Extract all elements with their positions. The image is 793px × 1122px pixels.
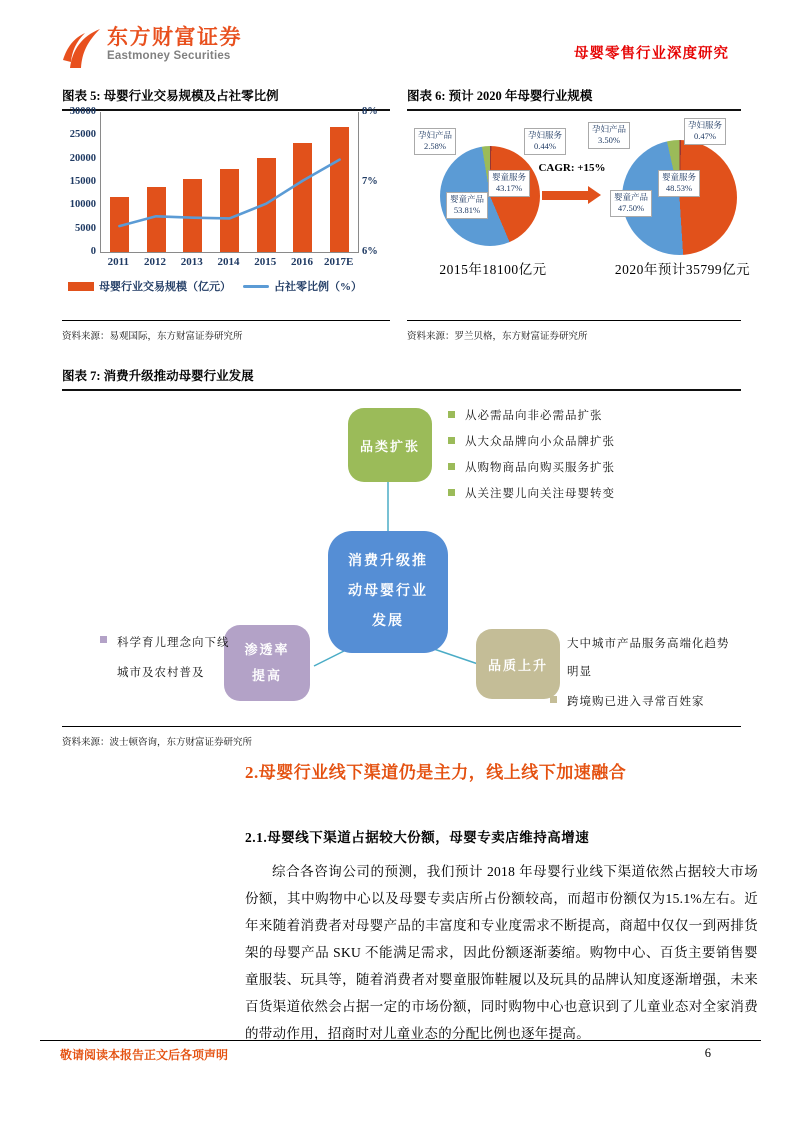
right-axis-tick: 6% [362, 246, 378, 257]
bullet-square-icon [448, 437, 455, 444]
bullets-category-expansion [448, 403, 698, 507]
pie-slice-label [414, 128, 456, 155]
fig7-diagram [62, 390, 741, 724]
pie-slice-label [488, 170, 530, 197]
node-penetration-increase: 渗透率提高 [224, 625, 310, 701]
bullet-square-icon [100, 636, 107, 643]
node-quality-rise: 品质上升 [476, 629, 560, 699]
x-axis-label: 2014 [217, 256, 240, 268]
bullet-text: 跨境购已进入寻常百姓家 [567, 696, 705, 708]
y-axis-tick: 30000 [69, 106, 96, 117]
slice-name: 孕妇服务 [528, 130, 563, 140]
logo-title: 东方财富证券 [107, 26, 242, 49]
pie-2015-caption: 2015年18100亿元 [439, 262, 547, 277]
bullet-square-icon [448, 411, 455, 418]
legend-label: 占社零比例（%） [274, 281, 362, 293]
ratio-line-series [101, 112, 358, 252]
eastmoney-swoosh-icon [60, 26, 102, 70]
slice-value: 53.81% [453, 205, 481, 216]
eastmoney-logo [60, 26, 242, 70]
pie-2020-caption: 2020年预计35799亿元 [614, 262, 751, 277]
bullets-quality [550, 630, 730, 718]
y-axis-tick: 5000 [75, 222, 96, 234]
y-axis-tick: 20000 [69, 152, 96, 164]
y-axis-tick: 15000 [69, 176, 96, 187]
bullet-square-icon [448, 489, 455, 496]
legend-item [68, 278, 231, 294]
right-axis-tick: 7% [362, 176, 378, 187]
fig5-plot-area [100, 112, 359, 253]
bullet-square-icon [550, 638, 557, 645]
fig7-caption: 图表 7: 消费升级推动母婴行业发展 [62, 366, 741, 391]
bullets-penetration [100, 628, 240, 688]
report-title: 母婴零售行业深度研究 [574, 46, 729, 62]
slice-name: 婴童产品 [450, 194, 485, 204]
fig7-source: 资料来源：波士顿咨询，东方财富证券研究所 [62, 726, 741, 748]
slice-value: 43.17% [495, 183, 523, 194]
footer-disclaimer: 敬请阅读本报告正文后各项声明 [60, 1048, 229, 1062]
pie-slice-label [588, 122, 630, 149]
slice-value: 2.58% [424, 141, 446, 152]
diagram-bullet [550, 630, 730, 686]
slice-value: 0.47% [694, 131, 716, 142]
fig5-bar-line-chart [62, 106, 390, 304]
right-axis-tick: 8% [362, 106, 378, 117]
y-axis-tick: 10000 [69, 199, 96, 211]
x-axis-label: 2015 [254, 256, 277, 268]
slice-name: 孕妇产品 [418, 130, 453, 140]
bullet-square-icon [448, 463, 455, 470]
diagram-bullet [448, 481, 698, 507]
node-center-consumption-upgrade: 消费升级推动母婴行业发展 [328, 531, 448, 653]
page-footer [40, 1040, 761, 1063]
pie-slice-label [446, 192, 488, 219]
fig6-pie-charts [400, 104, 793, 309]
bullet-text: 科学育儿理念向下线城市及农村普及 [117, 637, 230, 679]
section-2-heading: 2.母婴行业线下渠道仍是主力，线上线下加速融合 [245, 763, 627, 782]
fig5-source: 资料来源：易观国际，东方财富证券研究所 [62, 320, 390, 342]
pie-slice-label [684, 118, 726, 145]
pie-slice-label [524, 128, 566, 155]
bullet-text: 从关注婴儿向关注母婴转变 [465, 488, 615, 500]
body-paragraph: 综合各咨询公司的预测，我们预计 2018 年母婴行业线下渠道依然占据较大市场份额，其中购物中心以及母婴专卖店所占份额较高，而超市份额仅为15.1%左右。近年来随着消费者对母婴产品的丰富度和专业度需求不断提高，商超中仅仅一到两排货架的母婴产品 SKU 不能满足需求，因此份额逐渐萎缩。购物中心、百货主要销售婴童服装、玩具等，随着消费者对婴童服饰鞋履以及玩具的品牌认知度逐渐增强，未来百货渠道依然会占据一定的市场份额，同时购物中心也意识到了儿童业态对全家消费的带动作用，招商时对儿童业态的分配比例也逐年提高。 [245, 864, 758, 1041]
legend-label: 母婴行业交易规模（亿元） [99, 281, 231, 293]
fig6-caption: 图表 6: 预计 2020 年母婴行业规模 [407, 86, 741, 111]
diagram-bullet [100, 628, 240, 688]
bullet-text: 从大众品牌向小众品牌扩张 [465, 436, 615, 448]
bullet-square-icon [550, 696, 557, 703]
x-axis-label: 2016 [290, 256, 313, 268]
slice-value: 48.53% [665, 183, 693, 194]
fig5-caption: 图表 5: 母婴行业交易规模及占社零比例 [62, 86, 390, 111]
slice-value: 0.44% [534, 141, 556, 152]
legend-line-swatch [243, 285, 269, 288]
page-number: 6 [704, 1046, 711, 1060]
slice-name: 孕妇服务 [688, 120, 723, 130]
legend-item [243, 278, 362, 294]
fig6-source: 资料来源：罗兰贝格，东方财富证券研究所 [407, 320, 741, 342]
fig5-legend [68, 278, 362, 294]
pie-slice-label [658, 170, 700, 197]
diagram-bullet [448, 455, 698, 481]
cagr-arrow-icon [542, 186, 601, 204]
bullet-text: 从购物商品向购买服务扩张 [465, 462, 615, 474]
node-category-expansion: 品类扩张 [348, 408, 432, 482]
y-axis-tick: 25000 [69, 129, 96, 141]
cagr-label: CAGR: +15% [538, 162, 606, 174]
section-2-1-heading: 2.1.母婴线下渠道占据较大份额，母婴专卖店维持高增速 [245, 830, 590, 845]
x-axis-label: 2013 [180, 256, 203, 268]
slice-value: 47.50% [617, 203, 645, 214]
logo-subtitle: Eastmoney Securities [107, 50, 231, 62]
diagram-bullet [448, 429, 698, 455]
slice-name: 婴童服务 [492, 172, 527, 182]
legend-bar-swatch [68, 282, 94, 291]
slice-value: 3.50% [598, 135, 620, 146]
diagram-bullet [550, 688, 730, 716]
slice-name: 孕妇产品 [592, 124, 627, 134]
bullet-text: 从必需品向非必需品扩张 [465, 410, 603, 422]
x-axis-label: 2017E [323, 256, 354, 268]
slice-name: 婴童服务 [662, 172, 697, 182]
diagram-bullet [448, 403, 698, 429]
slice-name: 婴童产品 [614, 192, 649, 202]
pie-slice-label [610, 190, 652, 217]
x-axis-label: 2012 [144, 256, 167, 268]
y-axis-tick: 0 [90, 246, 96, 257]
x-axis-label: 2011 [107, 256, 130, 268]
bullet-text: 大中城市产品服务高端化趋势明显 [567, 638, 730, 678]
